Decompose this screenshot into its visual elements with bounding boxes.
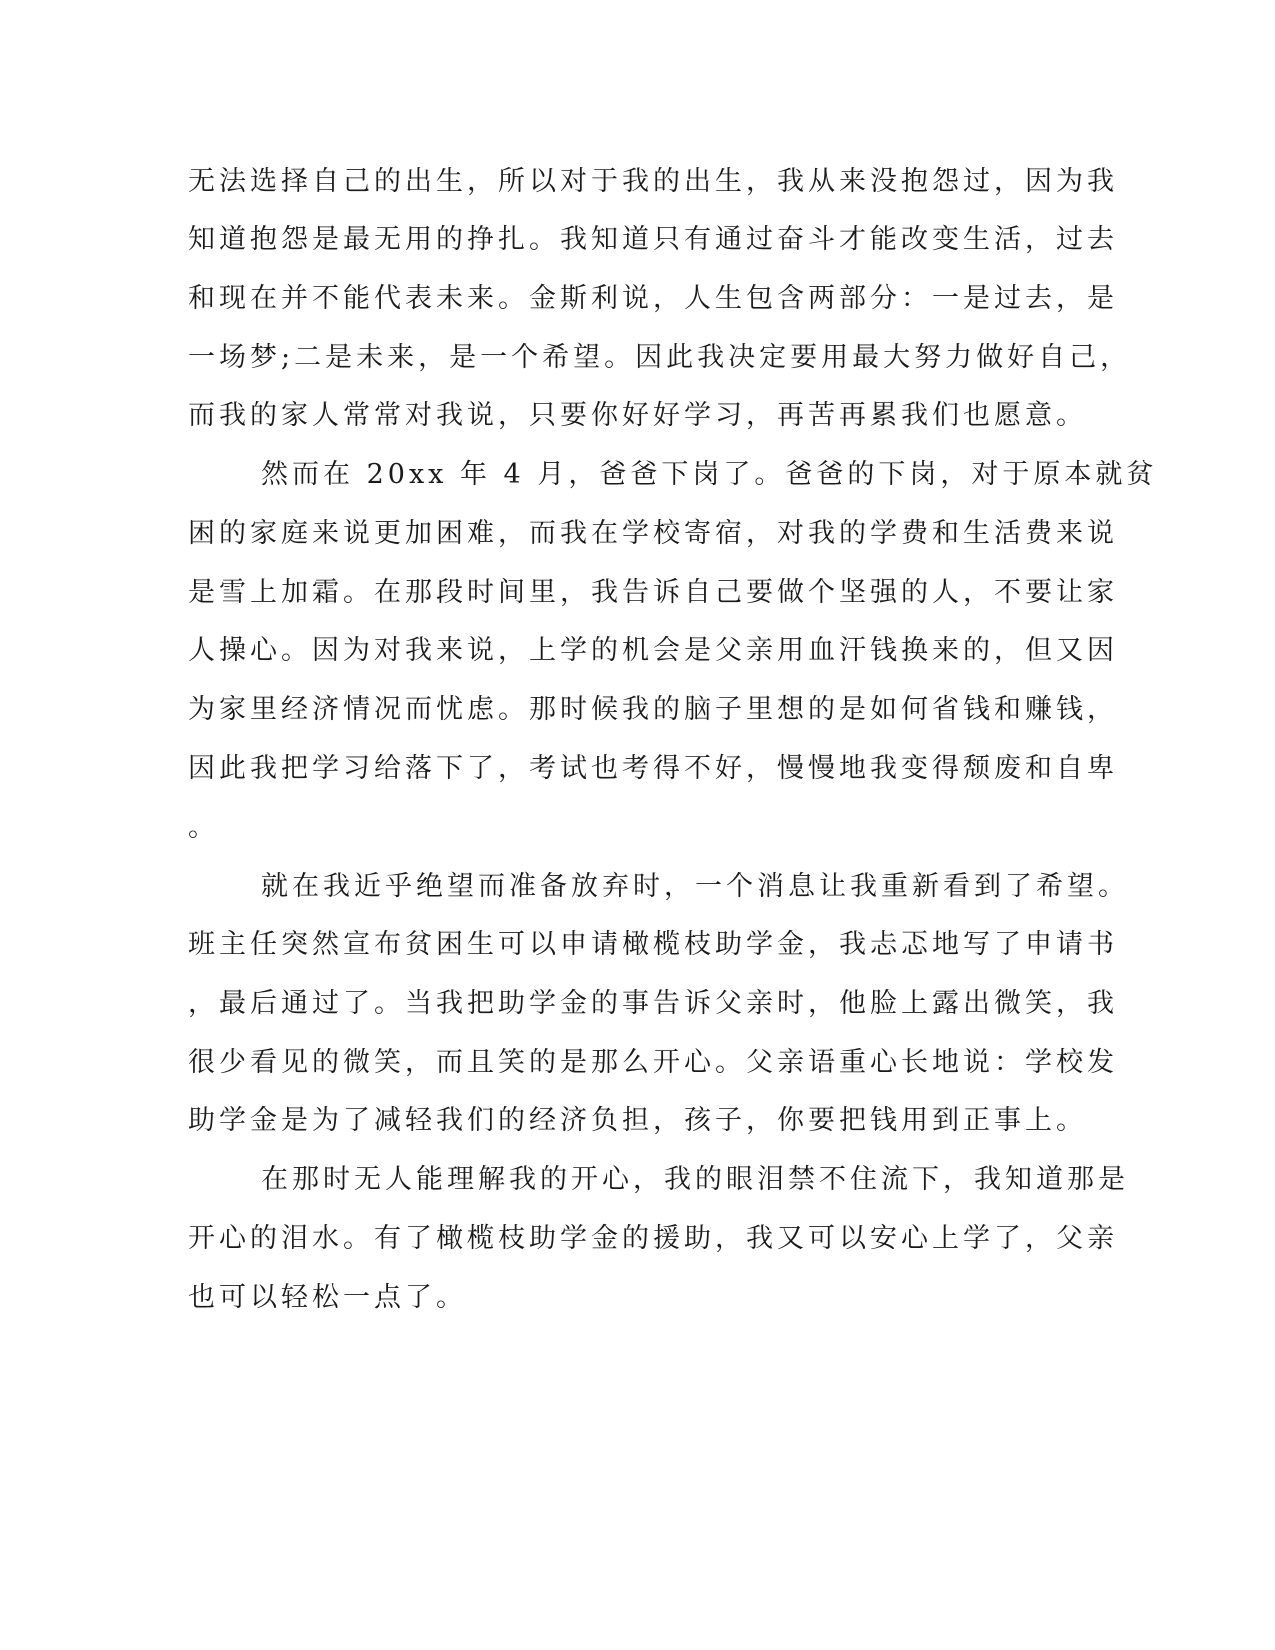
text-line: 人操心。因为对我来说，上学的机会是父亲用血汗钱换来的，但又因 [188,635,1118,666]
text-line: 是雪上加霜。在那段时间里，我告诉自己要做个坚强的人，不要让家 [188,577,1118,608]
text-line: 助学金是为了减轻我们的经济负担，孩子，你要把钱用到正事上。 [188,1105,1087,1136]
text-line: 和现在并不能代表未来。金斯利说，人生包含两部分：一是过去，是 [188,283,1118,314]
paragraph-first-line: 就在我近乎绝望而准备放弃时，一个消息让我重新看到了希望。 [261,871,1129,902]
text-line: 知道抱怨是最无用的挣扎。我知道只有通过奋斗才能改变生活，过去 [188,224,1118,255]
paragraph-first-line: 在那时无人能理解我的开心，我的眼泪禁不住流下，我知道那是 [261,1164,1129,1195]
text-line: 很少看见的微笑，而且笑的是那么开心。父亲语重心长地说：学校发 [188,1047,1118,1078]
text-line: 而我的家人常常对我说，只要你好好学习，再苦再累我们也愿意。 [188,400,1087,431]
text-line: 因此我把学习给落下了，考试也考得不好，慢慢地我变得颓废和自卑 [188,753,1118,784]
text-line: 无法选择自己的出生，所以对于我的出生，我从来没抱怨过，因为我 [188,166,1118,197]
text-line: 也可以轻松一点了。 [188,1282,467,1313]
text-line: 班主任突然宣布贫困生可以申请橄榄枝助学金，我忐忑地写了申请书 [188,929,1118,960]
text-line: 。 [188,812,219,843]
text-line: 开心的泪水。有了橄榄枝助学金的援助，我又可以安心上学了，父亲 [188,1223,1118,1254]
paragraph-first-line: 然而在 20xx 年 4 月，爸爸下岗了。爸爸的下岗，对于原本就贫 [261,459,1158,490]
text-line: 一场梦;二是未来，是一个希望。因此我决定要用最大努力做好自己， [188,342,1132,373]
text-line: ，最后通过了。当我把助学金的事告诉父亲时，他脸上露出微笑，我 [188,988,1118,1019]
text-line: 困的家庭来说更加困难，而我在学校寄宿，对我的学费和生活费来说 [188,518,1118,549]
text-line: 为家里经济情况而忧虑。那时候我的脑子里想的是如何省钱和赚钱， [188,694,1118,725]
